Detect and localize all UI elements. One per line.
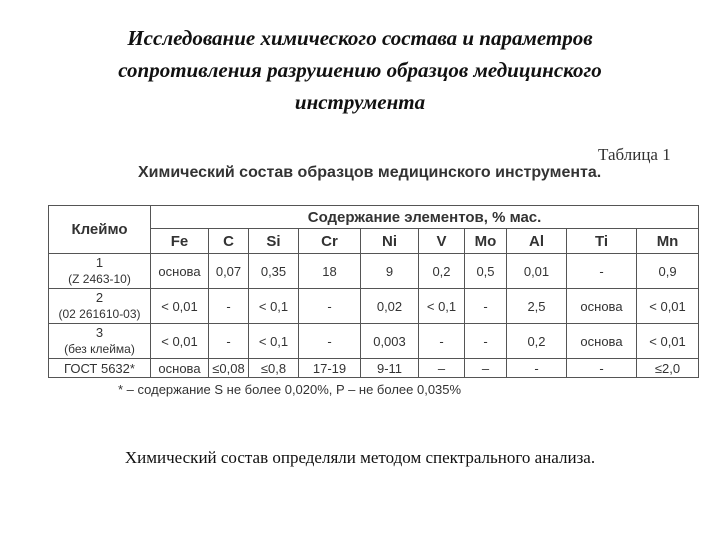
element-value: < 0,1 <box>249 324 299 359</box>
element-value: < 0,01 <box>637 289 699 324</box>
element-value: 0,07 <box>209 254 249 289</box>
gost-value: 9-11 <box>361 359 419 378</box>
element-value: < 0,01 <box>637 324 699 359</box>
element-value: 0,5 <box>465 254 507 289</box>
sample-mark <box>49 324 151 359</box>
table-row <box>49 324 699 359</box>
gost-value: – <box>419 359 465 378</box>
sample-number: 1 <box>95 255 104 270</box>
element-value: < 0,01 <box>151 324 209 359</box>
element-value: основа <box>567 324 637 359</box>
element-content-header: Содержание элементов, % мас. <box>151 206 699 229</box>
element-value: - <box>299 324 361 359</box>
element-header: Cr <box>299 229 361 254</box>
gost-value: - <box>567 359 637 378</box>
element-value: основа <box>567 289 637 324</box>
table-row <box>49 254 699 289</box>
element-header: Ni <box>361 229 419 254</box>
element-header: Ti <box>567 229 637 254</box>
element-header: Al <box>507 229 567 254</box>
analysis-method-note: Химический состав определяли методом спектрального анализа. <box>124 448 596 467</box>
gost-value: ≤0,08 <box>209 359 249 378</box>
element-value: < 0,01 <box>151 289 209 324</box>
element-value: 9 <box>361 254 419 289</box>
element-value: - <box>465 324 507 359</box>
element-value: 0,01 <box>507 254 567 289</box>
element-header: Mo <box>465 229 507 254</box>
element-value: - <box>299 289 361 324</box>
table-row <box>49 289 699 324</box>
gost-value: ≤2,0 <box>637 359 699 378</box>
element-value: - <box>209 324 249 359</box>
table-body <box>49 254 699 378</box>
element-value: 0,35 <box>249 254 299 289</box>
element-value: - <box>419 324 465 359</box>
sample-stamp: (Z 2463-10) <box>68 272 131 286</box>
element-value: < 0,1 <box>419 289 465 324</box>
element-value: основа <box>151 254 209 289</box>
element-value: 0,2 <box>419 254 465 289</box>
gost-value: основа <box>151 359 209 378</box>
gost-mark: ГОСТ 5632* <box>49 359 151 378</box>
gost-value: - <box>507 359 567 378</box>
element-value: - <box>567 254 637 289</box>
element-value: - <box>465 289 507 324</box>
sample-mark <box>49 289 151 324</box>
chemical-composition-table <box>48 205 699 378</box>
element-value: 0,003 <box>361 324 419 359</box>
element-value: < 0,1 <box>249 289 299 324</box>
element-header: V <box>419 229 465 254</box>
element-header: Fe <box>151 229 209 254</box>
element-value: 0,02 <box>361 289 419 324</box>
table-footnote: * – содержание S не более 0,020%, P – не более 0,035% <box>118 382 462 397</box>
element-value: - <box>209 289 249 324</box>
table-row-gost <box>49 359 699 378</box>
sample-number: 2 <box>95 290 104 305</box>
table-title: Химический состав образцов медицинского инструмента. <box>138 164 602 181</box>
element-header: Mn <box>637 229 699 254</box>
slide-title: Исследование химического состава и параметров сопротивления разрушению образцов медицинского инструмента <box>118 26 602 114</box>
gost-value: 17-19 <box>299 359 361 378</box>
table-caption: Таблица 1 <box>598 145 671 164</box>
sample-stamp: (без клейма) <box>64 342 135 356</box>
mark-header: Клеймо <box>49 206 151 254</box>
element-value: 0,9 <box>637 254 699 289</box>
element-header: Si <box>249 229 299 254</box>
element-header: C <box>209 229 249 254</box>
sample-number: 3 <box>95 325 104 340</box>
element-value: 2,5 <box>507 289 567 324</box>
element-value: 18 <box>299 254 361 289</box>
gost-value: – <box>465 359 507 378</box>
element-value: 0,2 <box>507 324 567 359</box>
sample-stamp: (02 261610-03) <box>58 307 141 321</box>
gost-value: ≤0,8 <box>249 359 299 378</box>
sample-mark <box>49 254 151 289</box>
